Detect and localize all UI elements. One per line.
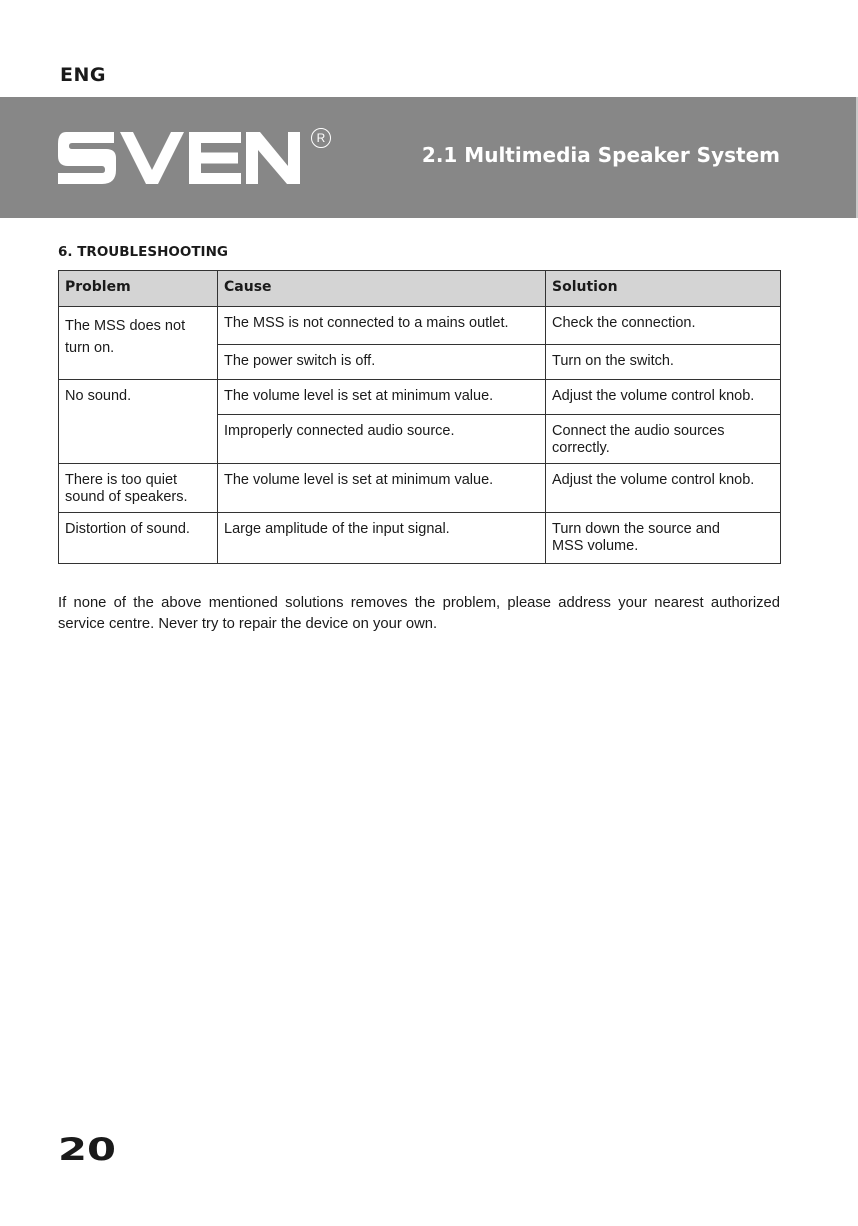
section-title: 6. TROUBLESHOOTING	[58, 244, 228, 260]
problem-cell: Distortion of sound.	[59, 513, 218, 564]
cause-cell: The volume level is set at minimum value.	[218, 464, 546, 513]
page-number-text: 20	[58, 1134, 116, 1162]
cause-cell: The volume level is set at minimum value.	[218, 380, 546, 415]
solution-cell: Adjust the volume control knob.	[546, 464, 781, 513]
cause-cell: Large amplitude of the input signal.	[218, 513, 546, 564]
problem-cell: There is too quiet sound of speakers.	[59, 464, 218, 513]
cause-cell: Improperly connected audio source.	[218, 415, 546, 464]
table-header-row	[59, 271, 781, 307]
solution-cell: Turn on the switch.	[546, 345, 781, 380]
column-header-cause: Cause	[218, 271, 546, 307]
solution-cell: Check the connection.	[546, 307, 781, 345]
table-row	[59, 307, 781, 345]
page-number	[58, 1134, 118, 1162]
sven-logo	[58, 132, 302, 184]
table-row	[59, 513, 781, 564]
cause-cell: The power switch is off.	[218, 345, 546, 380]
product-subtitle: 2.1 Multimedia Speaker System	[421, 143, 780, 167]
problem-cell: The MSS does not turn on.	[59, 307, 218, 380]
troubleshooting-table	[58, 270, 781, 564]
service-note: If none of the above mentioned solutions removes the problem, please address your nearest authorized service centre. Never try to repair the device on your own.	[58, 595, 780, 632]
language-label: ENG	[60, 64, 106, 86]
problem-cell: No sound.	[59, 380, 218, 464]
cause-cell: The MSS is not connected to a mains outlet.	[218, 307, 546, 345]
solution-cell	[546, 513, 781, 564]
solution-text: Turn down the source and MSS volume.	[552, 521, 720, 554]
column-header-solution: Solution	[546, 271, 781, 307]
table-row	[59, 464, 781, 513]
registered-trademark-icon: R	[311, 128, 331, 148]
solution-cell: Connect the audio sources correctly.	[546, 415, 781, 464]
solution-cell: Adjust the volume control knob.	[546, 380, 781, 415]
column-header-problem: Problem	[59, 271, 218, 307]
table-row	[59, 380, 781, 415]
